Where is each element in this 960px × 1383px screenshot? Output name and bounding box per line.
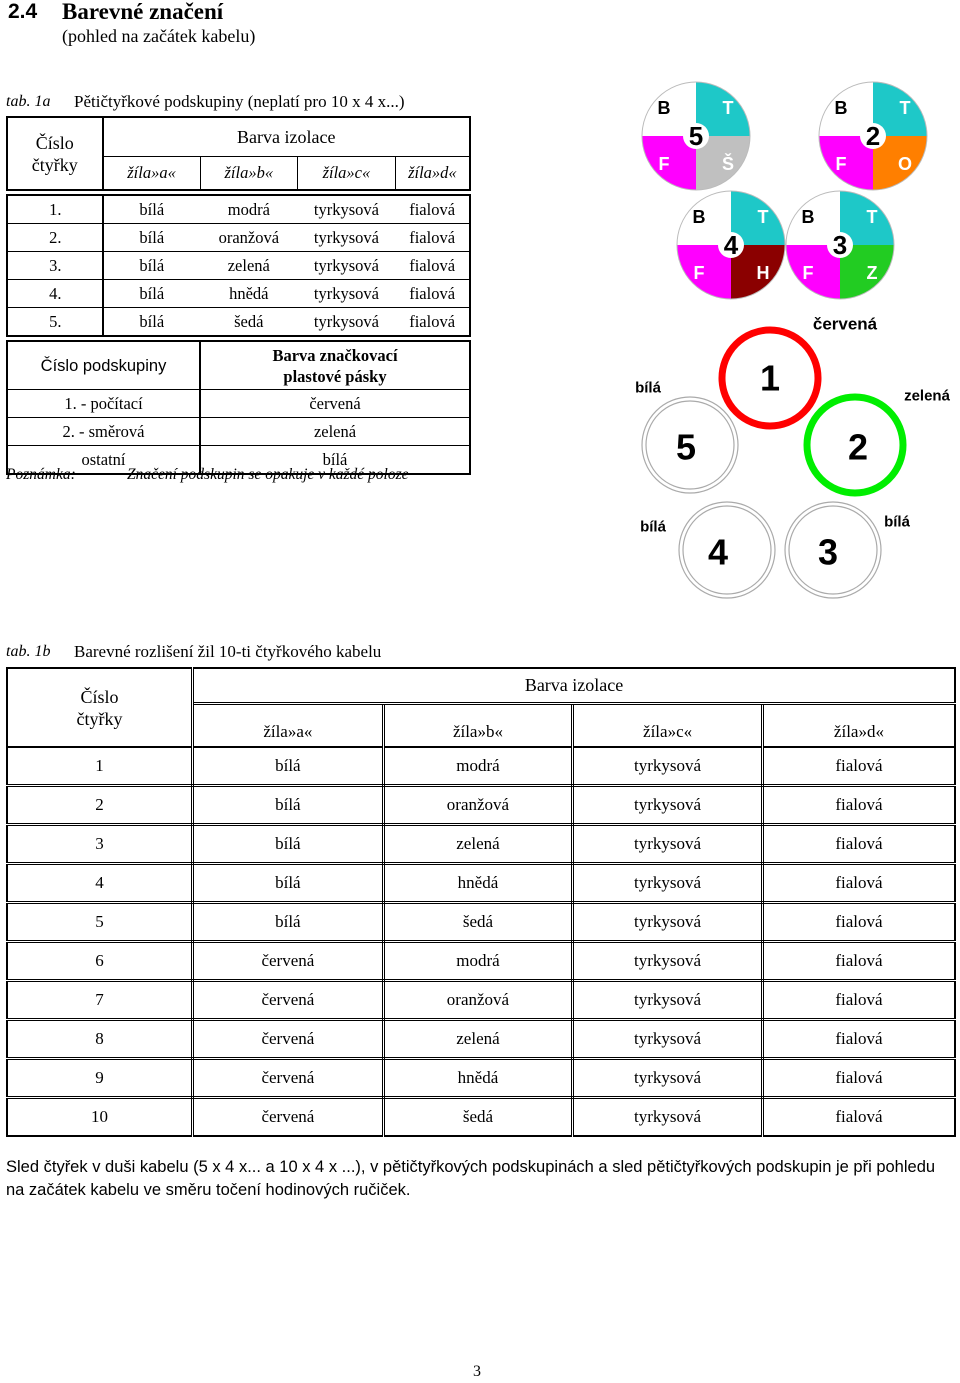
quad-number: 5 — [688, 121, 704, 151]
table-cell: hnědá — [383, 1059, 573, 1098]
table-cell: tyrkysová — [298, 280, 396, 308]
table-cell: bílá — [193, 825, 384, 864]
quad-5 — [642, 82, 750, 190]
table-row — [7, 981, 955, 1020]
quad-wire-label: F — [802, 263, 814, 283]
table-cell: fialová — [762, 903, 955, 942]
quad-wire-label: Z — [866, 263, 878, 283]
cable-diagram — [600, 0, 960, 620]
subgroup-row — [7, 418, 470, 446]
subgroup-5 — [642, 397, 738, 493]
quad-wire-label: H — [756, 263, 770, 283]
table-cell: 2. — [7, 224, 103, 252]
subgroup-row — [7, 390, 470, 418]
subgroup-3 — [785, 502, 881, 598]
table-cell: tyrkysová — [298, 308, 396, 337]
table-cell: fialová — [762, 786, 955, 825]
note-label: Poznámka: — [6, 466, 76, 483]
table-cell: šedá — [200, 308, 298, 337]
table-1a-body — [7, 195, 470, 341]
ring-label-white-5: bílá — [635, 379, 661, 397]
table-cell: tyrkysová — [573, 942, 763, 981]
quad-colour-diagram — [600, 18, 927, 299]
t1b-wire-header-c: žíla»c« — [573, 704, 763, 748]
table-cell: fialová — [762, 942, 955, 981]
t1b-wire-header-d: žíla»d« — [762, 704, 955, 748]
table-cell: 4 — [7, 864, 193, 903]
quad-wire-label: Š — [721, 154, 735, 174]
table-cell: tyrkysová — [573, 981, 763, 1020]
table-1a-tag: tab. 1a — [6, 93, 51, 110]
page-number: 3 — [473, 1363, 481, 1380]
quad-wire-label: B — [834, 98, 848, 118]
quad-wire-label: T — [722, 98, 734, 118]
table-cell: 5. — [7, 308, 103, 337]
table-cell: bílá — [103, 280, 200, 308]
table-1b-caption: Barevné rozlišení žil 10-ti čtyřkového kabelu — [74, 642, 382, 661]
quad-wire-label: B — [692, 207, 706, 227]
sequence-paragraph: Sled čtyřek v duši kabelu (5 x 4 x... a 10 x 4 x ...), v pětičtyřkových podskupinách a sled pětičtyřkových podskupin je při pohledu na začátek kabelu ve směru točení hodinových ručiček. — [6, 1158, 936, 1199]
table-cell: 8 — [7, 1020, 193, 1059]
subgroup-1 — [722, 330, 818, 426]
subgroup-number: 3 — [817, 531, 839, 573]
table-cell: tyrkysová — [573, 903, 763, 942]
table-cell: červená — [193, 1098, 384, 1137]
wire-header-d: žíla»d« — [395, 157, 470, 191]
table-cell: fialová — [762, 1098, 955, 1137]
table-cell: 2 — [7, 786, 193, 825]
table-row — [7, 942, 955, 981]
table-row — [7, 903, 955, 942]
table-cell: 7 — [7, 981, 193, 1020]
table-cell: červená — [193, 1020, 384, 1059]
ring-label-red: červená — [812, 314, 878, 334]
table-cell: šedá — [383, 903, 573, 942]
table-cell: hnědá — [383, 864, 573, 903]
table-cell: bílá — [103, 308, 200, 337]
table-1b — [6, 667, 956, 1137]
table-row — [7, 825, 955, 864]
t1b-wire-header-a: žíla»a« — [193, 704, 384, 748]
table-cell: oranžová — [383, 786, 573, 825]
note-text: Značení podskupin se opakuje v každé poloze — [127, 466, 409, 483]
table-row — [7, 224, 470, 252]
table-cell: modrá — [200, 195, 298, 224]
t1b-header-insulation: Barva izolace — [193, 668, 955, 704]
t1b-header-quad-number: Číslo čtyřky — [7, 668, 193, 747]
quad-number: 4 — [723, 230, 739, 260]
quad-wire-label: B — [801, 207, 815, 227]
ring-label-green: zelená — [904, 387, 950, 405]
table-cell: fialová — [762, 825, 955, 864]
wire-header-a: žíla»a« — [103, 157, 200, 191]
table-cell: šedá — [383, 1098, 573, 1137]
table-cell: bílá — [193, 903, 384, 942]
table-cell: tyrkysová — [298, 252, 396, 280]
header-insulation: Barva izolace — [103, 117, 470, 157]
subgroup-tape-colour: zelená — [200, 418, 470, 446]
table-cell: tyrkysová — [298, 195, 396, 224]
table-cell: fialová — [395, 280, 470, 308]
quad-wire-label: F — [658, 154, 670, 174]
table-cell: červená — [193, 942, 384, 981]
table-cell: tyrkysová — [573, 747, 763, 786]
ring-label-white-4: bílá — [640, 518, 666, 536]
table-cell: červená — [193, 1059, 384, 1098]
table-cell: tyrkysová — [573, 864, 763, 903]
table-cell: 3 — [7, 825, 193, 864]
table-cell: tyrkysová — [573, 1020, 763, 1059]
table-row — [7, 864, 955, 903]
table-cell: fialová — [395, 252, 470, 280]
tape-header: Barva značkovací plastové pásky — [200, 341, 470, 390]
header-quad-number: Číslo čtyřky — [7, 117, 103, 190]
section-number: 2.4 — [8, 0, 38, 23]
table-cell: fialová — [395, 224, 470, 252]
quad-wire-label: B — [657, 98, 671, 118]
subgroup-4 — [679, 502, 775, 598]
table-cell: červená — [193, 981, 384, 1020]
table-cell: 1. — [7, 195, 103, 224]
table-cell: bílá — [103, 224, 200, 252]
table-cell: bílá — [193, 786, 384, 825]
table-cell: oranžová — [200, 224, 298, 252]
table-cell: modrá — [383, 747, 573, 786]
table-1a — [6, 116, 471, 475]
section-subtitle: (pohled na začátek kabelu) — [62, 26, 256, 46]
ring-label-white-3: bílá — [884, 513, 910, 531]
table-cell: 1 — [7, 747, 193, 786]
table-cell: bílá — [193, 747, 384, 786]
table-row — [7, 280, 470, 308]
quad-2 — [819, 82, 927, 190]
subgroup-number: 2 — [847, 426, 869, 468]
table-cell: fialová — [762, 1020, 955, 1059]
table-cell: 10 — [7, 1098, 193, 1137]
section-title: Barevné značení — [62, 0, 224, 24]
subgroup-body — [7, 390, 470, 475]
table-row — [7, 252, 470, 280]
table-row — [7, 1020, 955, 1059]
table-cell: fialová — [762, 1059, 955, 1098]
table-cell: fialová — [395, 195, 470, 224]
subgroup-2 — [807, 397, 903, 493]
subgroup-number: 4 — [707, 531, 729, 573]
quad-wire-label: T — [899, 98, 911, 118]
quad-wire-label: O — [897, 154, 913, 174]
table-cell: tyrkysová — [573, 1059, 763, 1098]
table-cell: 4. — [7, 280, 103, 308]
table-cell: 6 — [7, 942, 193, 981]
quad-wire-label: T — [866, 207, 878, 227]
table-cell: tyrkysová — [573, 825, 763, 864]
table-row — [7, 747, 955, 786]
subgroup-number: 5 — [675, 426, 697, 468]
table-cell: 3. — [7, 252, 103, 280]
table-cell: fialová — [762, 981, 955, 1020]
table-cell: 5 — [7, 903, 193, 942]
table-1b-body — [7, 747, 955, 1136]
quad-3 — [786, 191, 894, 299]
table-cell: zelená — [383, 825, 573, 864]
table-cell: bílá — [103, 252, 200, 280]
table-cell: tyrkysová — [573, 786, 763, 825]
quad-wire-label: F — [835, 154, 847, 174]
table-cell: hnědá — [200, 280, 298, 308]
quad-wire-label: T — [757, 207, 769, 227]
table-cell: fialová — [762, 747, 955, 786]
table-cell: zelená — [383, 1020, 573, 1059]
table-cell: fialová — [395, 308, 470, 337]
table-cell: bílá — [193, 864, 384, 903]
table-cell: bílá — [103, 195, 200, 224]
table-cell: tyrkysová — [298, 224, 396, 252]
subgroup-name: ostatní — [7, 446, 200, 475]
subgroup-name: 2. - směrová — [7, 418, 200, 446]
subgroup-header: Číslo podskupiny — [7, 341, 200, 390]
subgroup-tape-colour: červená — [200, 390, 470, 418]
table-cell: tyrkysová — [573, 1098, 763, 1137]
quad-number: 3 — [832, 230, 848, 260]
quad-wire-label: F — [693, 263, 705, 283]
table-cell: fialová — [762, 864, 955, 903]
table-1a-caption: Pětičtyřkové podskupiny (neplatí pro 10 x 4 x...) — [74, 92, 405, 111]
subgroup-ring-diagram — [635, 315, 951, 599]
wire-header-b: žíla»b« — [200, 157, 298, 191]
table-row — [7, 195, 470, 224]
wire-header-c: žíla»c« — [298, 157, 396, 191]
table-1b-tag: tab. 1b — [6, 643, 51, 660]
quad-number: 2 — [865, 121, 881, 151]
quad-4 — [677, 191, 785, 299]
t1b-wire-header-b: žíla»b« — [383, 704, 573, 748]
table-cell: modrá — [383, 942, 573, 981]
table-row — [7, 1059, 955, 1098]
table-row — [7, 786, 955, 825]
table-cell: zelená — [200, 252, 298, 280]
table-row — [7, 308, 470, 337]
subgroup-tape-colour: bílá — [200, 446, 470, 475]
table-row — [7, 1098, 955, 1137]
subgroup-number: 1 — [759, 357, 781, 399]
table-cell: 9 — [7, 1059, 193, 1098]
table-cell: oranžová — [383, 981, 573, 1020]
subgroup-name: 1. - počítací — [7, 390, 200, 418]
